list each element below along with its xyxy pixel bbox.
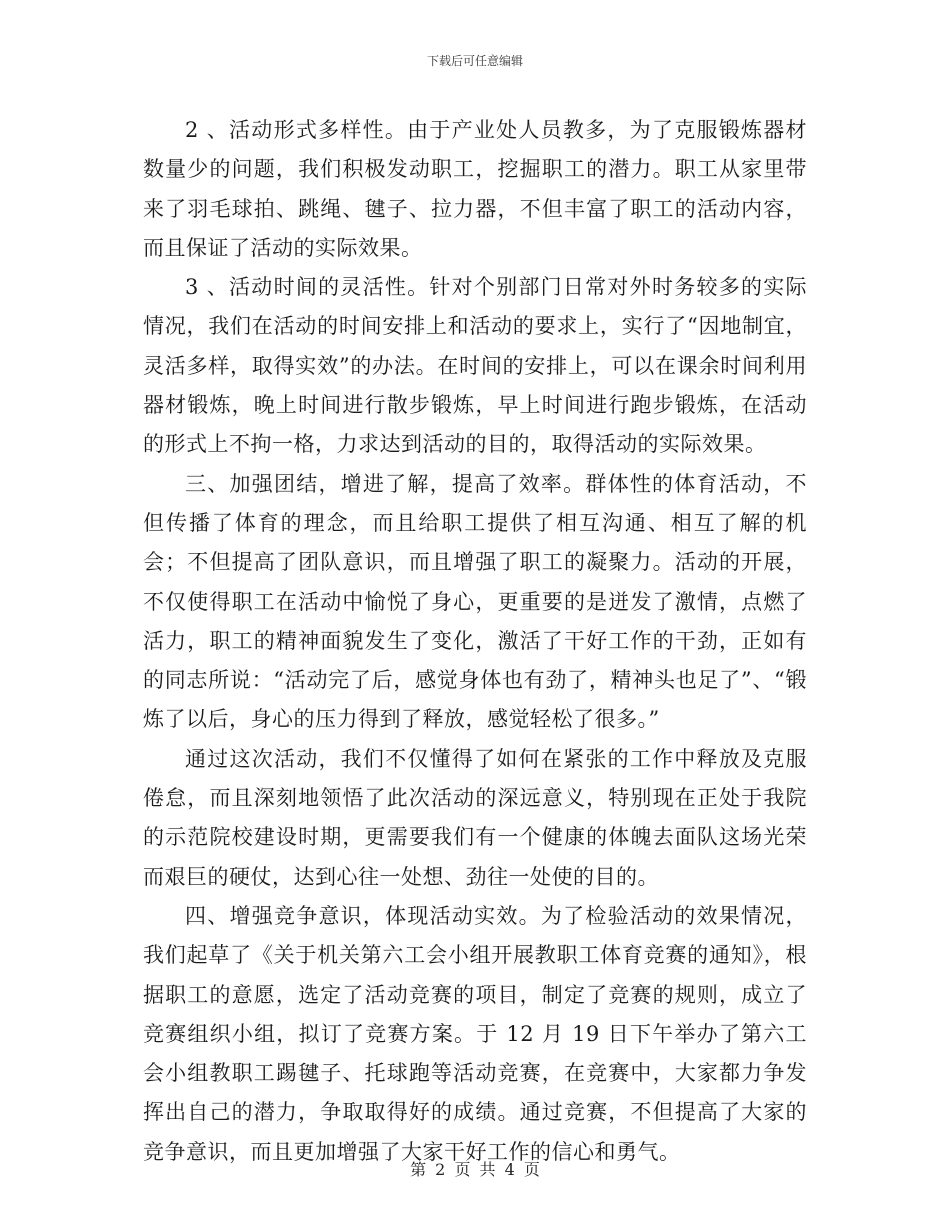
paragraph-activity-time: 3 、活动时间的灵活性。针对个别部门日常对外时务较多的实际情况，我们在活动的时间安排上和活动的要求上，实行了“因地制宜，灵活多样，取得实效”的办法。在时间的安排上，可以在课余时间利用器材锻炼，晚上时间进行散步锻炼，早上时间进行跑步锻炼，在活动的形式上不拘一格，力求达到活动的目的，取得活动的实际效果。 [143, 275, 807, 457]
paragraph-unity: 三、加强团结，增进了解，提高了效率。群体性的体育活动，不但传播了体育的理念，而且给职工提供了相互沟通、相互了解的机会；不但提高了团队意识，而且增强了职工的凝聚力。活动的开展，不仅使得职工在活动中愉悦了身心，更重要的是迸发了激情，点燃了活力，职工的精神面貌发生了变化，激活了干好工作的干劲，正如有的同志所说：“活动完了后，感觉身体也有劲了，精神头也足了”、“锻炼了以后，身心的压力得到了释放，感觉轻松了很多。” [143, 471, 807, 732]
document-body [143, 111, 807, 1172]
page-number: 第 2 页 共 4 页 [410, 1160, 540, 1179]
paragraph-reflection: 通过这次活动，我们不仅懂得了如何在紧张的工作中释放及克服倦怠，而且深刻地领悟了此次活动的深远意义，特别现在正处于我院的示范院校建设时期，更需要我们有一个健康的体魄去面队这场光荣而艰巨的硬仗，达到心往一处想、劲往一处使的目的。 [143, 746, 807, 889]
paragraph-competition: 四、增强竞争意识，体现活动实效。为了检验活动的效果情况，我们起草了《关于机关第六工会小组开展教职工体育竞赛的通知》，根据职工的意愿，选定了活动竞赛的项目，制定了竞赛的规则，成立了竞赛组织小组，拟订了竞赛方案。于 12 月 19 日下午举办了第六工会小组教职工踢毽子、托球跑等活动竞赛，在竞赛中，大家都力争发挥出自己的潜力，争取取得好的成绩。通过竞赛，不但提高了大家的竞争意识，而且更加增强了大家干好工作的信心和勇气。 [143, 903, 807, 1164]
paragraph-activity-forms: 2 、活动形式多样性。由于产业处人员教多，为了克服锻炼器材数量少的问题，我们积极发动职工，挖掘职工的潜力。职工从家里带来了羽毛球拍、跳绳、毽子、拉力器，不但丰富了职工的活动内容，而且保证了活动的实际效果。 [143, 118, 807, 260]
page-header: 下载后可任意编辑 [426, 54, 523, 68]
